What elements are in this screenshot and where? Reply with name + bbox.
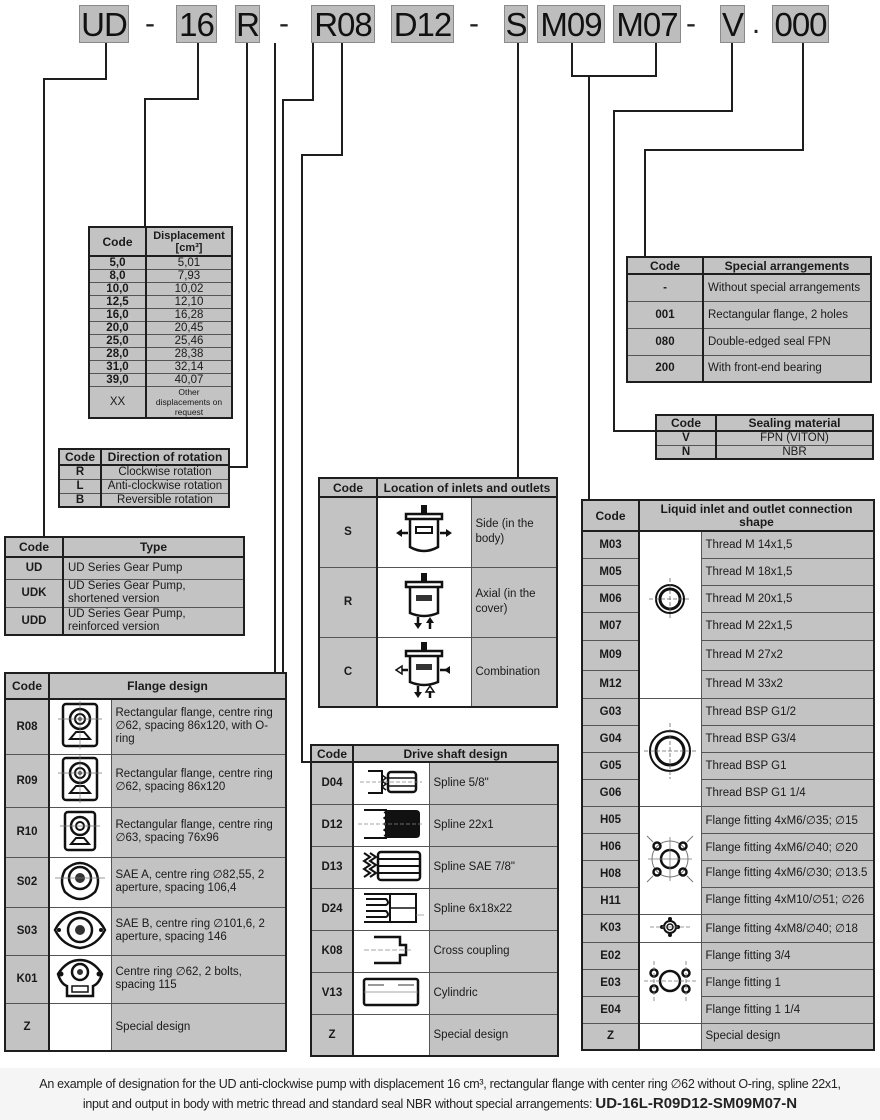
cell-value: Axial (in the cover) <box>471 567 557 637</box>
cell-code: 16,0 <box>89 309 146 322</box>
cell-value: Flange fitting 4xM6/∅40; ∅20 <box>701 833 874 860</box>
cell-value: Combination <box>471 637 557 707</box>
cell-code: 10,0 <box>89 283 146 296</box>
separator: . <box>751 7 761 40</box>
cell-value: Other displacements on request <box>146 387 232 419</box>
spline-6x-shaft-icon <box>353 888 429 930</box>
metric-thread-icon <box>639 531 701 698</box>
cell-code: R <box>319 567 377 637</box>
cell-code: 5,0 <box>89 256 146 270</box>
cell-code: D12 <box>311 804 353 846</box>
rectangular-flange-icon <box>49 699 111 754</box>
cell-code: C <box>319 637 377 707</box>
cell-code: M12 <box>582 670 639 698</box>
two-bolt-flange-icon <box>49 955 111 1003</box>
cell-value: Reversible rotation <box>101 493 229 507</box>
code-displacement: 16 <box>176 5 217 43</box>
spline-shaft-icon <box>353 762 429 804</box>
cell-value: Rectangular flange, centre ring ∅62, spacing 86x120 <box>111 754 286 807</box>
footer-line-1: An example of designation for the UD anti-clockwise pump with displacement 16 cm³, rectangular flange with center ring ∅62 without O-ring, spline 22x1, <box>39 1077 841 1091</box>
cell-value: Spline SAE 7/8" <box>429 846 558 888</box>
code-special: 000 <box>772 5 829 43</box>
code-rotation: R <box>236 6 259 43</box>
cell-value: Side (in the body) <box>471 497 557 567</box>
header-sealing: Sealing material <box>716 415 873 431</box>
cell-code: S03 <box>5 907 49 955</box>
cell-code: 39,0 <box>89 374 146 387</box>
cell-value: 25,46 <box>146 335 232 348</box>
cell-value: Thread M 20x1,5 <box>701 585 874 612</box>
cell-code: - <box>627 274 703 301</box>
cell-value: With front-end bearing <box>703 355 871 382</box>
four-bolt-flange-fitting-icon <box>639 806 701 914</box>
cell-code: UDK <box>5 579 63 607</box>
cell-value: Flange fitting 3/4 <box>701 942 874 969</box>
cell-code: 28,0 <box>89 348 146 361</box>
cell-value: Spline 5/8" <box>429 762 558 804</box>
footer-line-2 <box>0 1094 880 1114</box>
header-code: Code <box>89 227 146 256</box>
cell-value: Cylindric <box>429 972 558 1014</box>
cell-value: SAE B, centre ring ∅101,6, 2 aperture, spacing 146 <box>111 907 286 955</box>
cell-code: 8,0 <box>89 270 146 283</box>
cell-value: UD Series Gear Pump, shortened version <box>63 579 244 607</box>
cell-value: Rectangular flange, 2 holes <box>703 301 871 328</box>
cell-value: Thread M 22x1,5 <box>701 612 874 640</box>
cell-code: H05 <box>582 806 639 833</box>
cell-value: Thread BSP G1 <box>701 752 874 779</box>
cell-code: M07 <box>582 612 639 640</box>
cell-code: UDD <box>5 607 63 635</box>
code-type: UD <box>79 5 129 43</box>
cell-code: 200 <box>627 355 703 382</box>
small-flange-fitting-icon <box>639 914 701 942</box>
code-sealing: V <box>721 6 743 43</box>
code-outlet: M07 <box>613 5 681 43</box>
cell-code: N <box>656 445 716 459</box>
header-flange: Flange design <box>49 673 286 699</box>
sae-flange-fitting-icon <box>639 942 701 1023</box>
spline-shaft-solid-icon <box>353 804 429 846</box>
special-arrangements-table <box>626 256 872 383</box>
cell-value: Flange fitting 4xM8/∅40; ∅18 <box>701 914 874 942</box>
header-code: Code <box>656 415 716 431</box>
cell-code: E02 <box>582 942 639 969</box>
cell-code: E03 <box>582 969 639 996</box>
cell-code: Z <box>311 1014 353 1056</box>
header-type: Type <box>63 537 244 557</box>
cell-code: Z <box>582 1023 639 1050</box>
cell-code: V <box>656 431 716 445</box>
cell-value: Thread BSP G3/4 <box>701 725 874 752</box>
header-drive-shaft: Drive shaft design <box>353 745 558 762</box>
cell-value: Spline 6x18x22 <box>429 888 558 930</box>
cell-code: 080 <box>627 328 703 355</box>
cell-value: 5,01 <box>146 256 232 270</box>
cell-code: K08 <box>311 930 353 972</box>
cell-code: V13 <box>311 972 353 1014</box>
cell-value: Flange fitting 4xM10/∅51; ∅26 <box>701 887 874 914</box>
cell-value: FPN (VITON) <box>716 431 873 445</box>
cell-code: R10 <box>5 807 49 857</box>
cell-value: Flange fitting 4xM6/∅35; ∅15 <box>701 806 874 833</box>
header-special: Special arrangements <box>703 257 871 274</box>
cell-value: Cross coupling <box>429 930 558 972</box>
type-table <box>4 536 245 636</box>
cell-value: Special design <box>111 1003 286 1051</box>
cell-code: G04 <box>582 725 639 752</box>
cell-value: Double-edged seal FPN <box>703 328 871 355</box>
sae-flange-icon <box>49 907 111 955</box>
cell-value: Anti-clockwise rotation <box>101 479 229 493</box>
separator: - <box>145 7 155 40</box>
cell-value: 10,02 <box>146 283 232 296</box>
cell-value: Without special arrangements <box>703 274 871 301</box>
cell-code: L <box>59 479 101 493</box>
cell-value: Thread M 14x1,5 <box>701 531 874 558</box>
cell-value: 16,28 <box>146 309 232 322</box>
cell-code: 12,5 <box>89 296 146 309</box>
spline-sae-shaft-icon <box>353 846 429 888</box>
cell-code: B <box>59 493 101 507</box>
example-code: UD-16L-R09D12-SM09M07-N <box>595 1095 798 1112</box>
drive-shaft-table <box>310 744 559 1057</box>
cell-value: 40,07 <box>146 374 232 387</box>
cell-value: SAE A, centre ring ∅82,55, 2 aperture, spacing 106,4 <box>111 857 286 907</box>
location-table <box>318 477 558 708</box>
cross-coupling-shaft-icon <box>353 930 429 972</box>
cell-value: Thread M 27x2 <box>701 640 874 670</box>
empty-icon-cell <box>49 1003 111 1051</box>
pump-combination-ports-icon <box>377 637 471 707</box>
header-code: Code <box>5 673 49 699</box>
cell-code: D24 <box>311 888 353 930</box>
header-code: Code <box>627 257 703 274</box>
header-connection: Liquid inlet and outlet connection shape <box>639 500 874 531</box>
cell-value: 7,93 <box>146 270 232 283</box>
cell-code: D13 <box>311 846 353 888</box>
cell-code: S02 <box>5 857 49 907</box>
header-displacement: Displacement [cm³] <box>146 227 232 256</box>
cell-code: M05 <box>582 558 639 585</box>
cell-value: UD Series Gear Pump, reinforced version <box>63 607 244 635</box>
rectangular-flange-icon <box>49 807 111 857</box>
cell-value: 20,45 <box>146 322 232 335</box>
cell-value: NBR <box>716 445 873 459</box>
cell-value: Flange fitting 1 <box>701 969 874 996</box>
cell-value: Thread BSP G1 1/4 <box>701 779 874 806</box>
cell-code: 25,0 <box>89 335 146 348</box>
cylindric-shaft-icon <box>353 972 429 1014</box>
bsp-thread-icon <box>639 698 701 806</box>
code-flange: R08 <box>311 5 375 43</box>
pump-side-ports-icon <box>377 497 471 567</box>
cell-code: E04 <box>582 996 639 1023</box>
displacement-table <box>88 226 233 419</box>
sae-flange-icon <box>49 857 111 907</box>
rotation-table <box>58 448 230 508</box>
cell-value: 32,14 <box>146 361 232 374</box>
cell-value: Flange fitting 4xM6/∅30; ∅13.5 <box>701 860 874 887</box>
cell-code: M09 <box>582 640 639 670</box>
cell-code: Z <box>5 1003 49 1051</box>
sealing-material-table <box>655 414 874 460</box>
header-code: Code <box>319 478 377 497</box>
cell-code: R08 <box>5 699 49 754</box>
cell-value: Rectangular flange, centre ring ∅63, spacing 76x96 <box>111 807 286 857</box>
empty-icon-cell <box>639 1023 701 1050</box>
cell-code: 31,0 <box>89 361 146 374</box>
cell-value: Flange fitting 1 1/4 <box>701 996 874 1023</box>
pump-axial-ports-icon <box>377 567 471 637</box>
cell-value: Thread BSP G1/2 <box>701 698 874 725</box>
empty-icon-cell <box>353 1014 429 1056</box>
cell-value: 28,38 <box>146 348 232 361</box>
cell-value: 12,10 <box>146 296 232 309</box>
cell-value: Clockwise rotation <box>101 465 229 479</box>
cell-code: K03 <box>582 914 639 942</box>
header-code: Code <box>582 500 639 531</box>
footer-line-2-text: input and output in body with metric thread and standard seal NBR without special arrangements: <box>82 1097 593 1111</box>
code-drive-shaft: D12 <box>391 5 454 43</box>
cell-code: XX <box>89 387 146 419</box>
separator: - <box>469 7 479 40</box>
cell-code: 001 <box>627 301 703 328</box>
header-direction: Direction of rotation <box>101 449 229 465</box>
cell-value: Rectangular flange, centre ring ∅62, spacing 86x120, with O-ring <box>111 699 286 754</box>
cell-value: Spline 22x1 <box>429 804 558 846</box>
cell-code: M06 <box>582 585 639 612</box>
cell-code: R <box>59 465 101 479</box>
header-code: Code <box>311 745 353 762</box>
cell-code: G06 <box>582 779 639 806</box>
cell-code: H08 <box>582 860 639 887</box>
cell-code: G03 <box>582 698 639 725</box>
separator: - <box>279 7 289 40</box>
cell-code: S <box>319 497 377 567</box>
cell-value: Special design <box>429 1014 558 1056</box>
cell-code: UD <box>5 557 63 579</box>
cell-code: D04 <box>311 762 353 804</box>
code-inlet: M09 <box>537 5 605 43</box>
cell-code: 20,0 <box>89 322 146 335</box>
cell-code: K01 <box>5 955 49 1003</box>
flange-table <box>4 672 287 1052</box>
code-location: S <box>505 6 527 43</box>
cell-value: Special design <box>701 1023 874 1050</box>
header-location: Location of inlets and outlets <box>377 478 557 497</box>
separator: - <box>686 7 696 40</box>
cell-code: G05 <box>582 752 639 779</box>
cell-value: Thread M 18x1,5 <box>701 558 874 585</box>
example-designation-note <box>0 1075 880 1114</box>
cell-code: H11 <box>582 887 639 914</box>
cell-code: M03 <box>582 531 639 558</box>
header-code: Code <box>59 449 101 465</box>
cell-value: Centre ring ∅62, 2 bolts, spacing 115 <box>111 955 286 1003</box>
cell-code: H06 <box>582 833 639 860</box>
header-code: Code <box>5 537 63 557</box>
cell-code: R09 <box>5 754 49 807</box>
connection-shape-table <box>581 499 875 1051</box>
rectangular-flange-icon <box>49 754 111 807</box>
cell-value: UD Series Gear Pump <box>63 557 244 579</box>
cell-value: Thread M 33x2 <box>701 670 874 698</box>
